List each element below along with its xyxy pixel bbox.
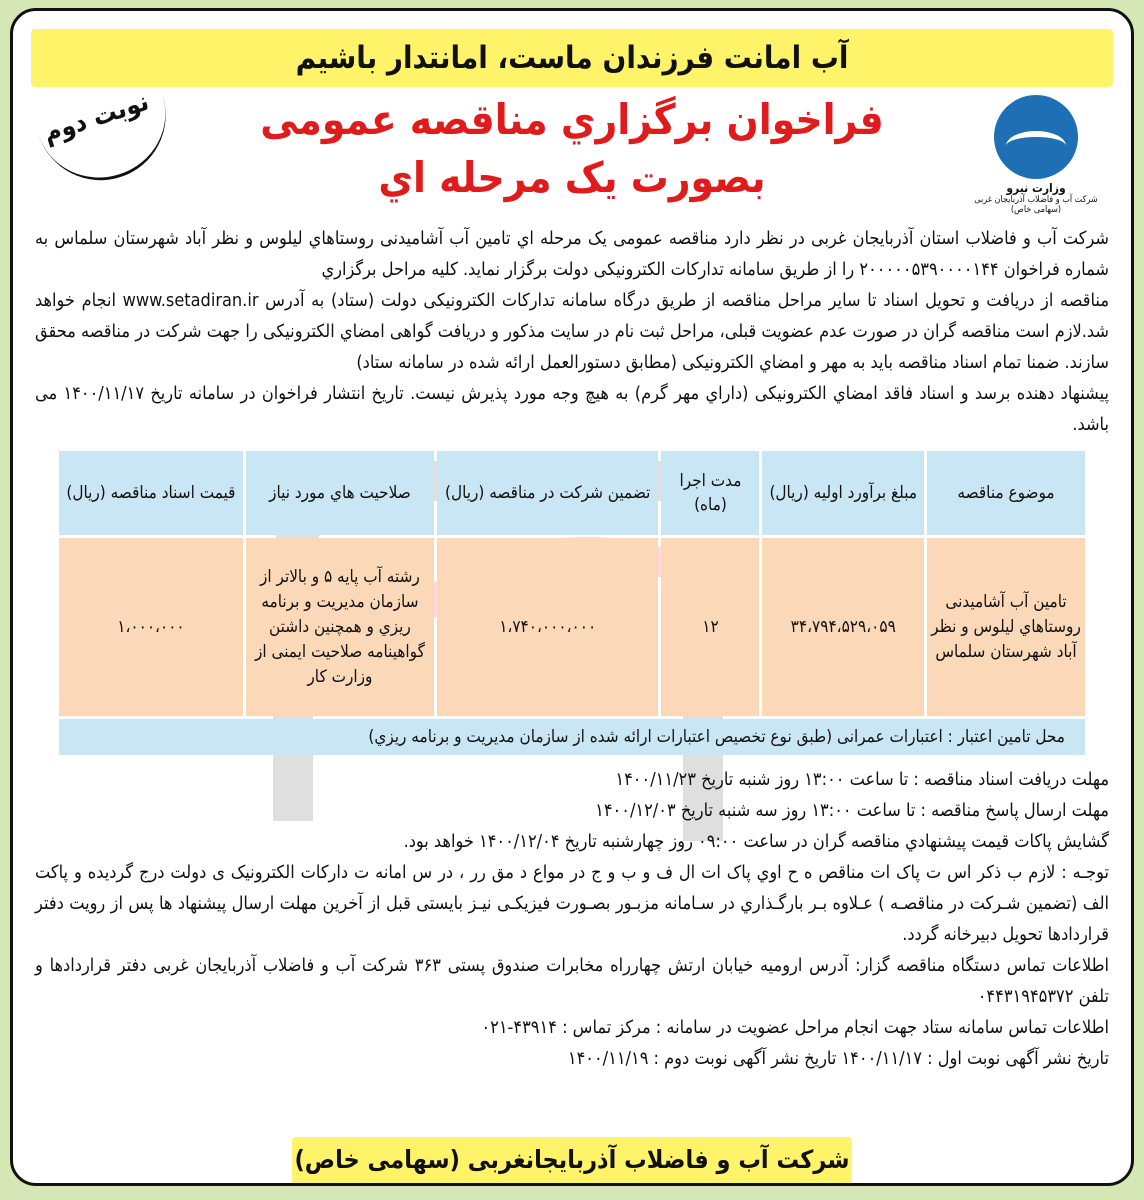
header-cell: مبلغ برآورد اوليه (ريال) (762, 451, 924, 535)
funding-source: محل تامين اعتبار : اعتبارات عمرانی (طبق نوع تخصيص اعتبارات ارائه شده از سازمان مديريت و برنامه ريزي) (59, 719, 1085, 755)
header-cell: تضمين شركت در مناقصه (ريال) (437, 451, 659, 535)
company-footer: شركت آب و فاضلاب آذربايجانغربی (سهامی خاص) (292, 1137, 852, 1183)
contact-info: اطلاعات تماس دستگاه مناقصه گزار: آدرس اروميه خيابان ارتش چهارراه مخابرات صندوق پستی ۳۶۳ شركت آب و فاضلاب آذربايجان غربی دفتر قراردادها و تلفن ۰۴۴۳۱۹۴۵۳۷۲ (35, 955, 1110, 1007)
title-line-2: بصورت يک مرحله اي (378, 153, 766, 202)
cell-document-price: ۱،۰۰۰،۰۰۰ (59, 538, 243, 716)
second-round-stamp (25, 82, 189, 220)
deadline-response: مهلت ارسال پاسخ مناقصه : تا ساعت ۱۳:۰۰ روز سه شنبه تاريخ ۱۴۰۰/۱۲/۰۳ (595, 800, 1109, 821)
header-cell: صلاحيت هاي مورد نياز (246, 451, 434, 535)
cell-estimate: ۳۴،۷۹۴،۵۲۹،۰۵۹ (762, 538, 924, 716)
header-cell: مدت اجرا (ماه) (661, 451, 759, 535)
table-header-row (59, 451, 1085, 535)
advertisement-frame (10, 8, 1134, 1186)
cell-duration: ۱۲ (661, 538, 759, 716)
cell-guarantee: ۱،۷۴۰،۰۰۰،۰۰۰ (437, 538, 659, 716)
publish-dates: تاريخ نشر آگهی نوبت اول : ۱۴۰۰/۱۱/۱۷ تاريخ نشر آگهی نوبت دوم : ۱۴۰۰/۱۱/۱۹ (567, 1048, 1109, 1069)
header-cell: موضوع مناقصه (927, 451, 1085, 535)
water-drop-icon (994, 95, 1078, 179)
paragraph: پيشنهاد دهنده برسد و اسناد فاقد امضاي الكترونيكی (داراي مهر گرم) به هيچ وجه مورد پذيرش نيست. تاريخ انتشار فراخوان در سامانه تاريخ ۱۴۰۰/۱۱/۱۷ می باشد. (35, 383, 1109, 435)
details-text (35, 764, 1109, 1074)
logo-company: شرکت آب و فاضلاب آذربایجان غربی (سهامی خاص) (974, 195, 1098, 215)
paragraph: مناقصه از دريافت و تحويل اسناد تا ساير مراحل مناقصه از طريق درگاه سامانه تداركات الكترونيكی دولت (ستاد) به آدرس www.setadiran.ir انجام خواهد شد.لازم است مناقصه گران در صورت عدم عضويت قبلی، مراحل ثبت نام در سايت مذكور و دريافت گواهی امضاي الكترونيكی را جهت شركت در مناقصه محقق سازند. ضمنا تمام اسناد مناقصه بايد به مهر و امضاي الكترونيكی (مطابق دستورالعمل ارائه شده در سامانه ستاد) (35, 290, 1109, 373)
tender-table (56, 448, 1088, 758)
table-row (59, 538, 1085, 716)
paragraph: شرکت آب و فاضلاب استان آذربايجان غربی در نظر دارد مناقصه عمومی يک مرحله اي تامين آب آشاميدنی روستاهاي ليلوس و نظر آباد شهرستان سلماس به شماره فراخوان ۲۰۰۰۰۰۵۳۹۰۰۰۰۱۴۴ را از طريق سامانه تداركات الكترونيكی دولت برگزار نمايد. كليه مراحل برگزاري (35, 228, 1109, 280)
setad-contact: اطلاعات تماس سامانه ستاد جهت انجام مراحل عضويت در سامانه : مركز تماس : ۴۳۹۱۴-۰۲۱ (481, 1017, 1109, 1038)
logo-ministry: وزارت نیرو (1006, 181, 1066, 195)
header-area (13, 11, 1131, 223)
deadline-documents: مهلت دريافت اسناد مناقصه : تا ساعت ۱۳:۰۰ روز شنبه تاريخ ۱۴۰۰/۱۱/۲۳ (615, 769, 1109, 790)
header-cell: قيمت اسناد مناقصه (ريال) (59, 451, 243, 535)
cell-qualifications: رشته آب پايه ۵ و بالاتر از سازمان مديريت و برنامه ريزي و همچنين داشتن گواهينامه صلاحيت ايمنی از وزارت كار (246, 538, 434, 716)
stamp-text: نوبت دوم (39, 86, 153, 149)
note: توجـه : لازم ب ذكر اس ت پاک ات مناقص ه ح اوي پاک ات ال ف و ب و ج در مواع د مق رر ، در س امانه ت داركات الكترونيک ی دولت درج گرديده و پاكت الف (تضمين شـركت در مناقصـه ) عـلاوه بـر بارگـذاري در سـامانه مزبـور بصـورت فيزيكـی نيـز بايستی قبل از آخرين مهلت ارسال پيشنهاد ها پس از رويت دفتر قراردادها تحويل دبيرخانه گردد. (35, 862, 1109, 945)
main-content (13, 223, 1131, 1074)
title-line-1: فراخوان برگزاري مناقصه عمومی (260, 95, 884, 144)
cell-subject: تامين آب آشاميدنی روستاهاي ليلوس و نظر آباد شهرستان سلماس (927, 538, 1085, 716)
slogan-banner: آب امانت فرزندان ماست، امانتدار باشيم (31, 29, 1113, 87)
opening-date: گشايش پاكات قيمت پيشنهادي مناقصه گران در ساعت ۰۹:۰۰ روز چهارشنبه تاريخ ۱۴۰۰/۱۲/۰۴ خواهد بود. (403, 831, 1109, 852)
company-logo (971, 95, 1101, 215)
intro-text (35, 223, 1109, 440)
